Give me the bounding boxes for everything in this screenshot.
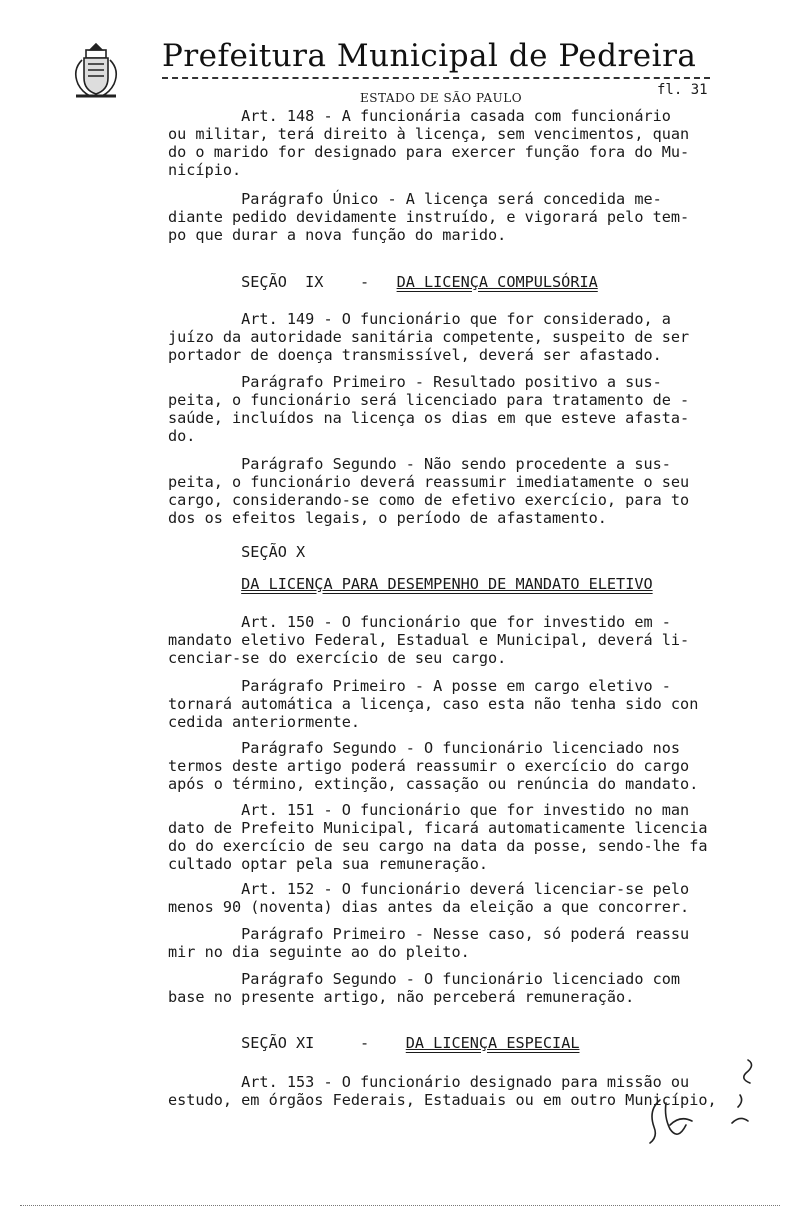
letterhead-title: Prefeitura Municipal de Pedreira [162, 38, 697, 74]
section-heading-x-subtitle-title: DA LICENÇA PARA DESEMPENHO DE MANDATO ELETIVO [241, 575, 653, 593]
page-bottom-edge [20, 1205, 780, 1206]
section-heading-ix [168, 273, 598, 291]
section-heading-xi [168, 1034, 579, 1052]
article-151: Art. 151 - O funcionário que for investido no man dato de Prefeito Municipal, ficará automaticamente licencia do do exercício de seu cargo na data da posse, sendo-lhe fa cultado optar pela sua remuneração. [168, 801, 708, 873]
article-152-paragraph-2: Parágrafo Segundo - O funcionário licenciado com base no presente artigo, não perceberá remuneração. [168, 970, 681, 1006]
section-heading-ix-title: DA LICENÇA COMPULSÓRIA [396, 273, 598, 291]
article-152: Art. 152 - O funcionário deverá licenciar-se pelo menos 90 (noventa) dias antes da eleição a que concorrer. [168, 880, 690, 916]
article-152-paragraph-1: Parágrafo Primeiro - Nesse caso, só poderá reassu mir no dia seguinte ao do pleito. [168, 925, 690, 961]
article-149: Art. 149 - O funcionário que for considerado, a juízo da autoridade sanitária competente, suspeito de ser portador de doença transmissível, deverá ser afastado. [168, 310, 690, 364]
municipal-coat-of-arms [68, 40, 124, 100]
article-150-paragraph-2: Parágrafo Segundo - O funcionário licenciado nos termos deste artigo poderá reassumir o exercício do cargo após o término, extinção, cassação ou renúncia do mandato. [168, 739, 699, 793]
section-heading-x [168, 543, 305, 561]
section-heading-x-subtitle-prefix [168, 575, 241, 593]
article-148: Art. 148 - A funcionária casada com funcionário ou militar, terá direito à licença, sem vencimentos, quan do o marido for designado para exercer função fora do Mu- nicípio. [168, 107, 690, 179]
section-heading-x-prefix: SEÇÃO X [168, 543, 306, 561]
article-153: Art. 153 - O funcionário designado para missão ou estudo, em órgãos Federais, Estaduais ou em outro Município, [168, 1073, 717, 1109]
folio-number: fl. 31 [657, 82, 708, 98]
article-149-paragraph-1: Parágrafo Primeiro - Resultado positivo a sus- peita, o funcionário será licenciado para tratamento de - saúde, incluídos na licença os dias em que esteve afasta- do. [168, 373, 690, 445]
handwritten-initials [620, 1055, 770, 1145]
article-149-paragraph-2: Parágrafo Segundo - Não sendo procedente a sus- peita, o funcionário deverá reassumir imediatamente o seu cargo, considerando-se como de efetivo exercício, para to dos os efeitos legais, o período de afastamento. [168, 455, 690, 527]
section-heading-xi-prefix: SEÇÃO XI - [168, 1034, 406, 1052]
letterhead-rule [162, 77, 710, 79]
section-heading-ix-prefix: SEÇÃO IX - [168, 273, 397, 291]
article-148-sole-paragraph: Parágrafo Único - A licença será concedida me- diante pedido devidamente instruído, e vigorará pelo tem- po que durar a nova função do marido. [168, 190, 690, 244]
article-150: Art. 150 - O funcionário que for investido em - mandato eletivo Federal, Estadual e Municipal, deverá li- cenciar-se do exercício de seu cargo. [168, 613, 690, 667]
letterhead-state: ESTADO DE SÃO PAULO [360, 91, 523, 105]
section-heading-xi-title: DA LICENÇA ESPECIAL [405, 1034, 580, 1052]
article-150-paragraph-1: Parágrafo Primeiro - A posse em cargo eletivo - tornará automática a licença, caso esta não tenha sido con cedida anteriormente. [168, 677, 699, 731]
section-heading-x-subtitle [168, 575, 653, 593]
